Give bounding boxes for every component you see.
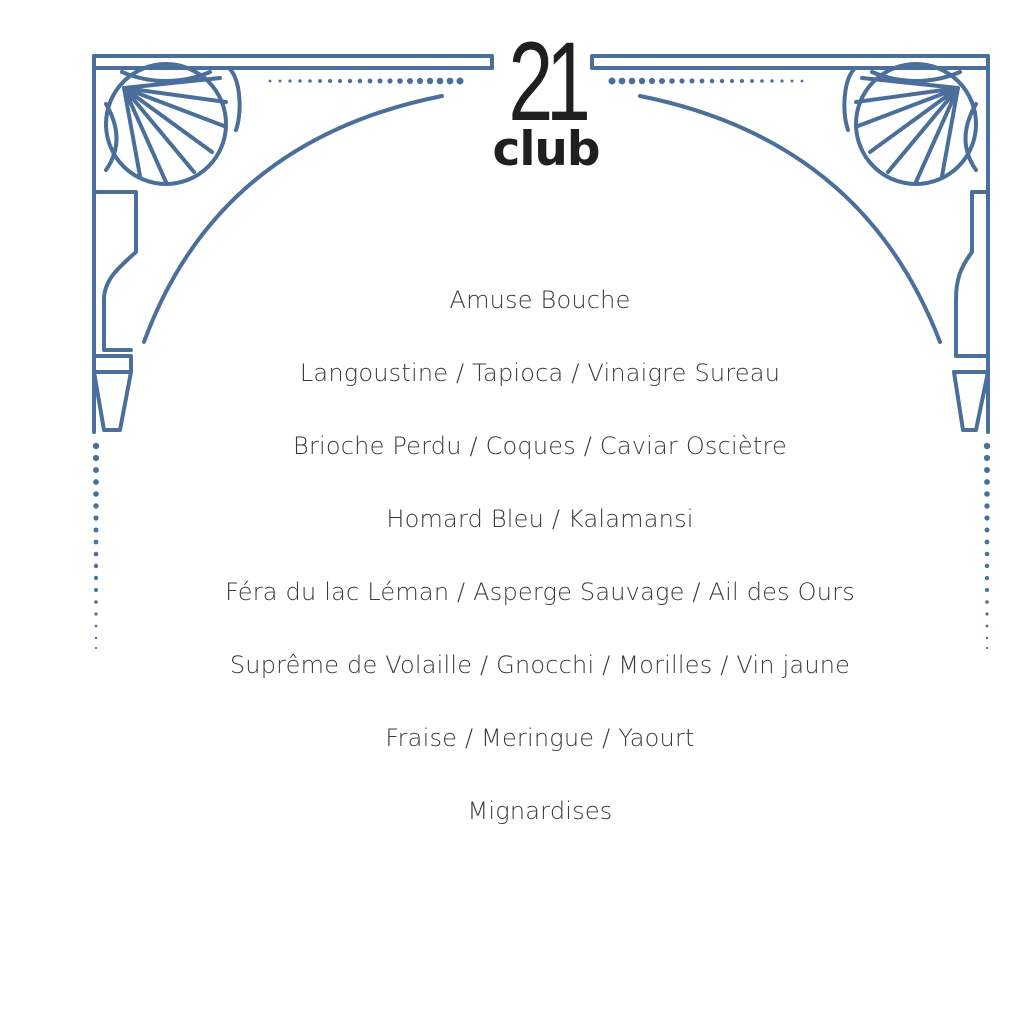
menu-course: Homard Bleu / Kalamansi (386, 505, 694, 533)
menu-course: Langoustine / Tapioca / Vinaigre Sureau (299, 359, 781, 387)
right-column (954, 192, 988, 372)
menu-course: Mignardises (467, 797, 613, 825)
menu-course: Fraise / Meringue / Yaourt (385, 724, 695, 752)
brand-logo (476, 19, 616, 192)
menu-course: Féra du lac Léman / Asperge Sauvage / Ail des Ours (225, 578, 855, 606)
menu-course: Amuse Bouche (449, 286, 631, 314)
logo-number: 21 (508, 19, 584, 144)
left-foot (94, 372, 131, 430)
right-corner-bar (844, 68, 855, 130)
logo-word: club (492, 122, 600, 177)
left-column (94, 192, 136, 372)
tasting-menu (190, 278, 890, 862)
menu-course: Brioche Perdu / Coques / Caviar Osciètre (293, 432, 787, 460)
menu-course: Suprême de Volaille / Gnocchi / Morilles / Vin jaune (229, 651, 851, 679)
left-corner-bar (229, 68, 240, 130)
right-foot (954, 372, 988, 430)
